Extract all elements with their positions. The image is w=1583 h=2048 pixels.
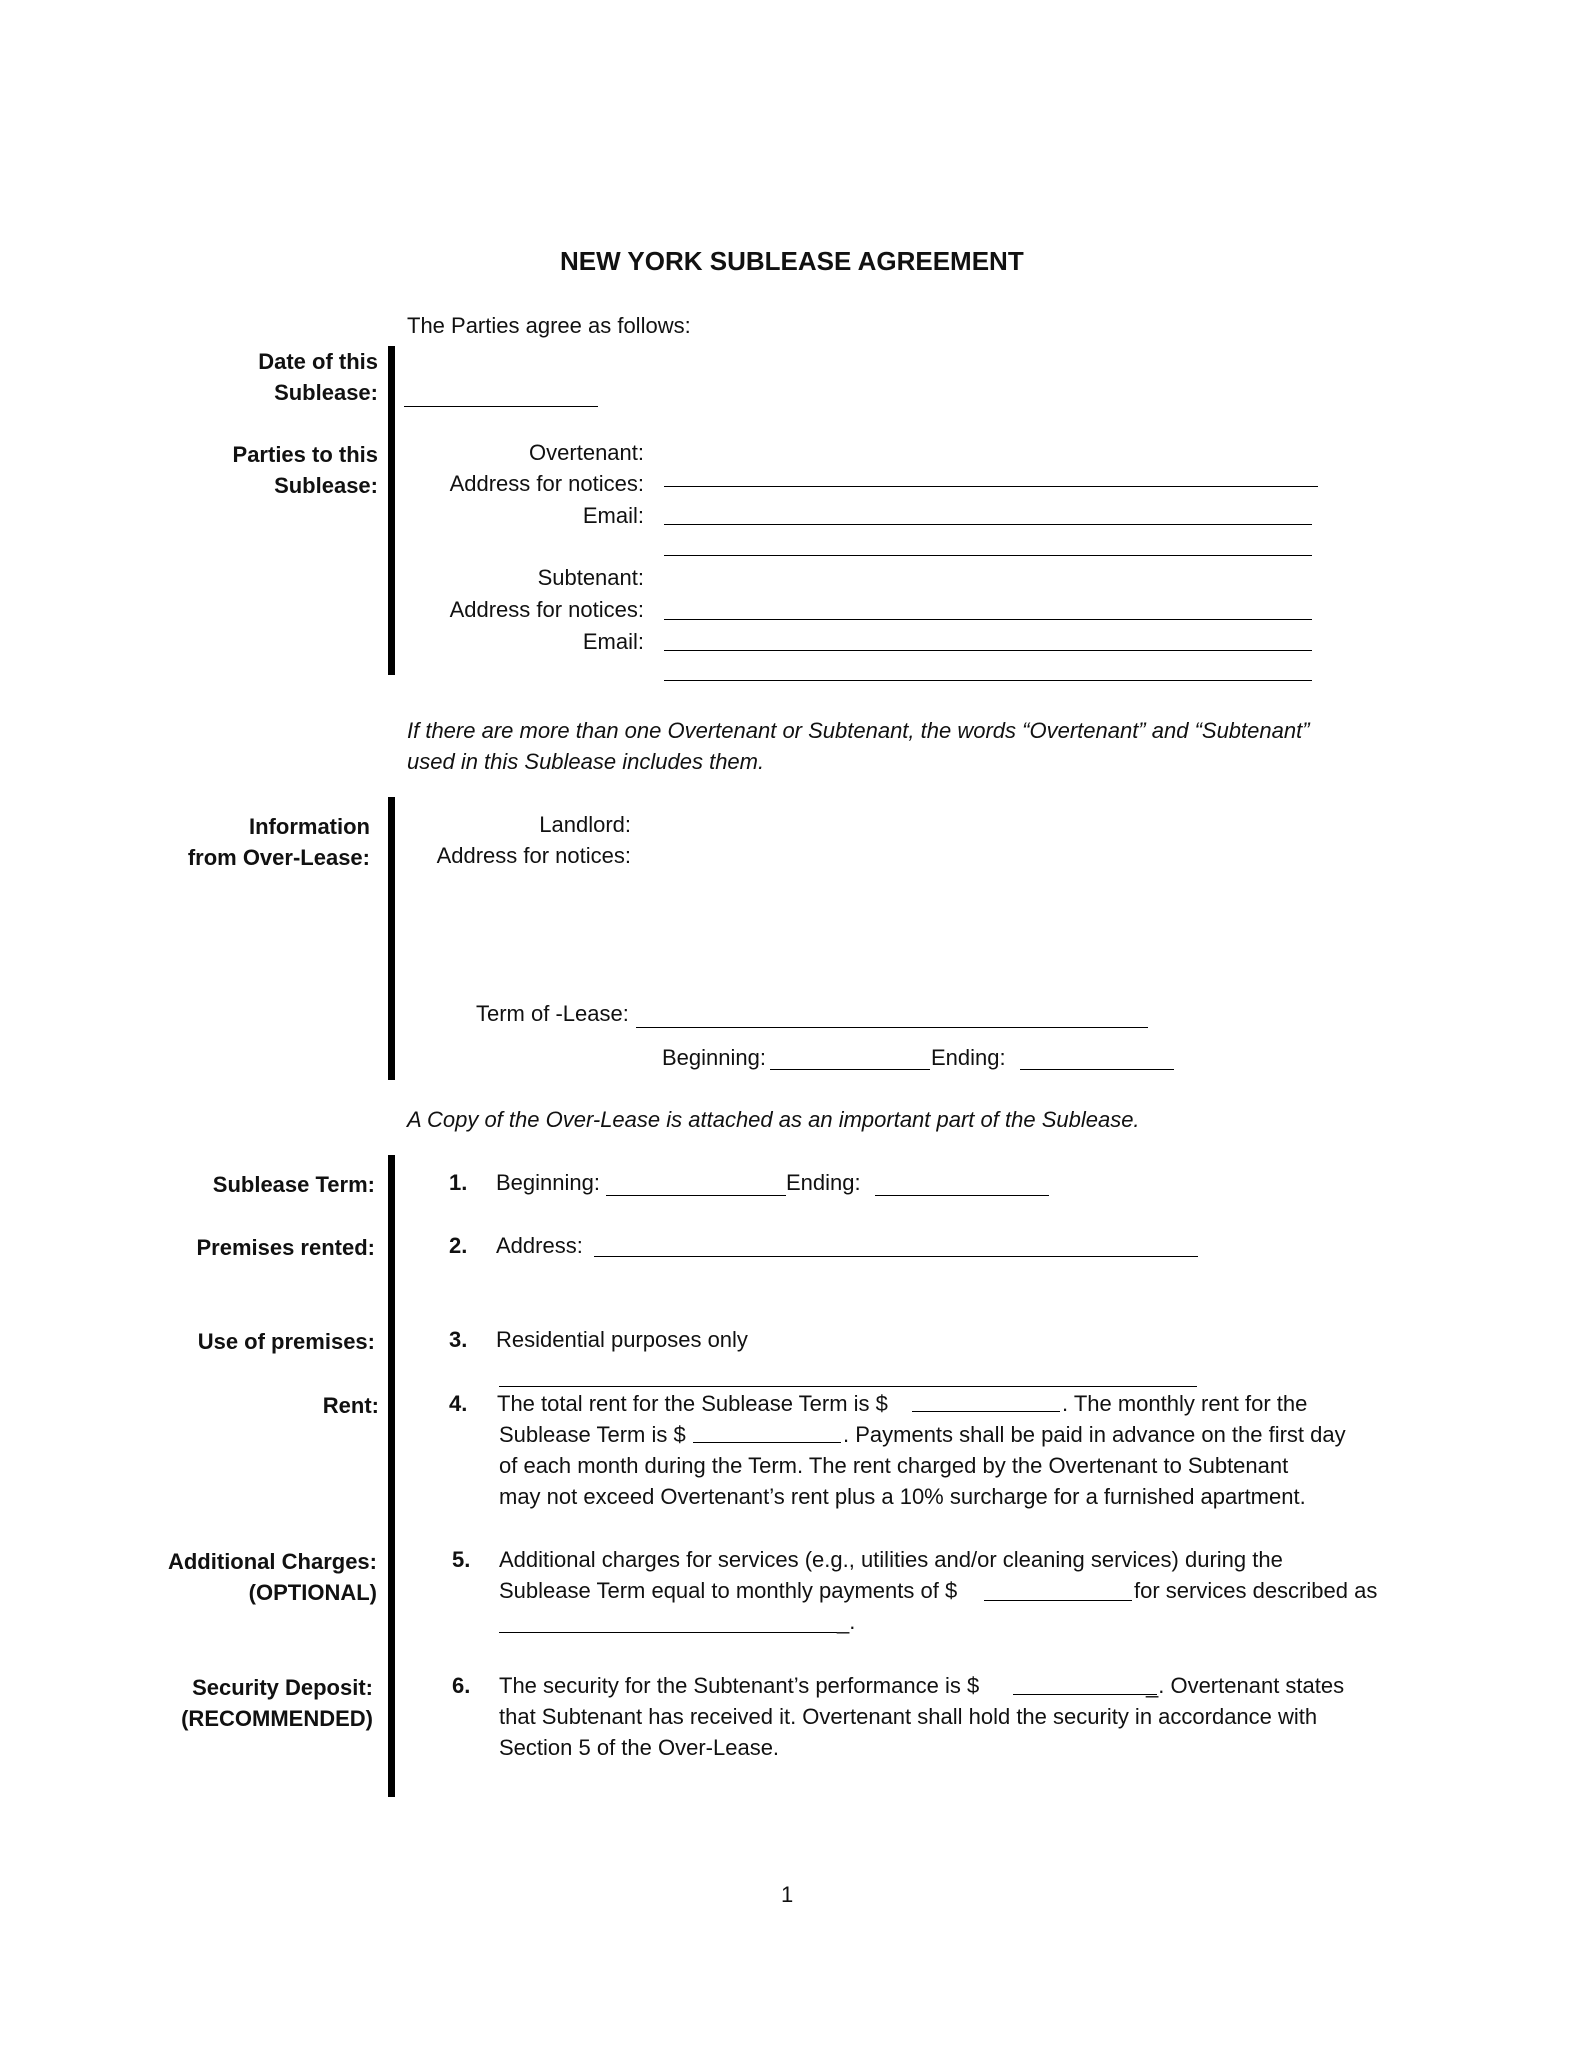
parties-note-line1: If there are more than one Overtenant or Subtenant, the words “Overtenant” and “Subtenant” bbox=[407, 718, 1310, 743]
label-additional-charges: Additional Charges: (OPTIONAL) bbox=[167, 1549, 377, 1605]
section-bar-overlease bbox=[388, 797, 395, 1080]
label-rent: Rent: bbox=[322, 1393, 379, 1418]
overlease-beginning-blank[interactable] bbox=[770, 1069, 930, 1070]
subtenant-label: Subtenant: bbox=[537, 565, 644, 590]
label-date: Date of this Sublease: bbox=[258, 349, 378, 405]
item-4-line1-b: . The monthly rent for the bbox=[1062, 1391, 1308, 1416]
use-of-premises-blank[interactable] bbox=[499, 1386, 1197, 1387]
overtenant-label: Overtenant: bbox=[529, 440, 644, 465]
subtenant-address-label: Address for notices: bbox=[449, 597, 644, 622]
section-bar-parties bbox=[388, 346, 395, 675]
term-of-lease-blank[interactable] bbox=[636, 1027, 1148, 1028]
landlord-address-label: Address for notices: bbox=[436, 843, 631, 868]
services-description-blank[interactable] bbox=[499, 1632, 837, 1633]
subtenant-address-blank[interactable] bbox=[664, 619, 1312, 620]
monthly-rent-blank[interactable] bbox=[693, 1442, 841, 1443]
premises-address-blank[interactable] bbox=[594, 1256, 1198, 1257]
item-3-text: Residential purposes only bbox=[496, 1327, 748, 1352]
subtenant-email-blank[interactable] bbox=[664, 650, 1312, 651]
sublease-ending-blank[interactable] bbox=[875, 1195, 1049, 1196]
overtenant-email-label: Email: bbox=[582, 503, 644, 528]
landlord-label: Landlord: bbox=[539, 812, 631, 837]
item-5-number: 5. bbox=[452, 1547, 471, 1572]
subtenant-extra-blank[interactable] bbox=[664, 680, 1312, 681]
section-bar-terms bbox=[388, 1155, 395, 1797]
total-rent-blank[interactable] bbox=[912, 1411, 1060, 1412]
sublease-beginning-blank[interactable] bbox=[606, 1195, 786, 1196]
overtenant-address-blank[interactable] bbox=[664, 486, 1318, 487]
label-sublease-term: Sublease Term: bbox=[212, 1172, 375, 1197]
item-5-line2-a: Sublease Term equal to monthly payments of $ bbox=[499, 1578, 958, 1603]
item-4-line3: of each month during the Term. The rent charged by the Overtenant to Subtenant bbox=[499, 1453, 1289, 1478]
label-use-of-premises: Use of premises: bbox=[197, 1329, 375, 1354]
overlease-beginning-label: Beginning: bbox=[662, 1045, 766, 1070]
security-deposit-blank[interactable] bbox=[1013, 1694, 1157, 1695]
item-1-number: 1. bbox=[449, 1170, 468, 1195]
overlease-ending-label: Ending: bbox=[931, 1045, 1006, 1070]
parties-note-line2: used in this Sublease includes them. bbox=[407, 749, 765, 774]
overtenant-email-blank[interactable] bbox=[664, 524, 1312, 525]
overlease-copy-note: A Copy of the Over-Lease is attached as an important part of the Sublease. bbox=[407, 1107, 1140, 1132]
overtenant-extra-blank[interactable] bbox=[664, 555, 1312, 556]
document-title: NEW YORK SUBLEASE AGREEMENT bbox=[560, 246, 1024, 276]
label-overlease-info: Information from Over-Lease: bbox=[187, 814, 370, 870]
item-6-line3: Section 5 of the Over-Lease. bbox=[499, 1735, 780, 1760]
label-parties: Parties to this Sublease: bbox=[232, 442, 378, 498]
label-premises-rented: Premises rented: bbox=[196, 1235, 375, 1260]
item-6-line1-a: The security for the Subtenant’s performance is $ bbox=[499, 1673, 980, 1698]
item-6-line2: that Subtenant has received it. Overtenant shall hold the security in accordance with bbox=[499, 1704, 1318, 1729]
page-number: 1 bbox=[781, 1882, 794, 1907]
item-3-number: 3. bbox=[449, 1327, 468, 1352]
item-4-number: 4. bbox=[449, 1391, 468, 1416]
item-1-ending-label: Ending: bbox=[786, 1170, 861, 1195]
item-4-line1-a: The total rent for the Sublease Term is $ bbox=[497, 1391, 888, 1416]
subtenant-email-label: Email: bbox=[582, 629, 644, 654]
item-4-line4: may not exceed Overtenant’s rent plus a 10% surcharge for a furnished apartment. bbox=[499, 1484, 1306, 1509]
overlease-ending-blank[interactable] bbox=[1020, 1069, 1174, 1070]
item-2-address-label: Address: bbox=[496, 1233, 583, 1258]
item-6-line1-b: _. Overtenant states bbox=[1146, 1673, 1345, 1698]
item-1-beginning-label: Beginning: bbox=[496, 1170, 600, 1195]
label-security-deposit: Security Deposit: (RECOMMENDED) bbox=[181, 1675, 373, 1731]
date-blank[interactable] bbox=[404, 406, 598, 407]
term-of-lease-label: Term of -Lease: bbox=[476, 1001, 629, 1026]
overtenant-address-label: Address for notices: bbox=[449, 471, 644, 496]
item-6-number: 6. bbox=[452, 1673, 471, 1698]
additional-charges-blank[interactable] bbox=[984, 1600, 1132, 1601]
item-2-number: 2. bbox=[449, 1233, 468, 1258]
item-5-line2-b: for services described as bbox=[1134, 1578, 1378, 1603]
item-5-line3-end: _. bbox=[837, 1609, 856, 1634]
intro-text: The Parties agree as follows: bbox=[407, 313, 691, 338]
item-4-line2-b: . Payments shall be paid in advance on the first day bbox=[843, 1422, 1346, 1447]
item-5-line1: Additional charges for services (e.g., utilities and/or cleaning services) during the bbox=[499, 1547, 1283, 1572]
item-4-line2-a: Sublease Term is $ bbox=[499, 1422, 686, 1447]
